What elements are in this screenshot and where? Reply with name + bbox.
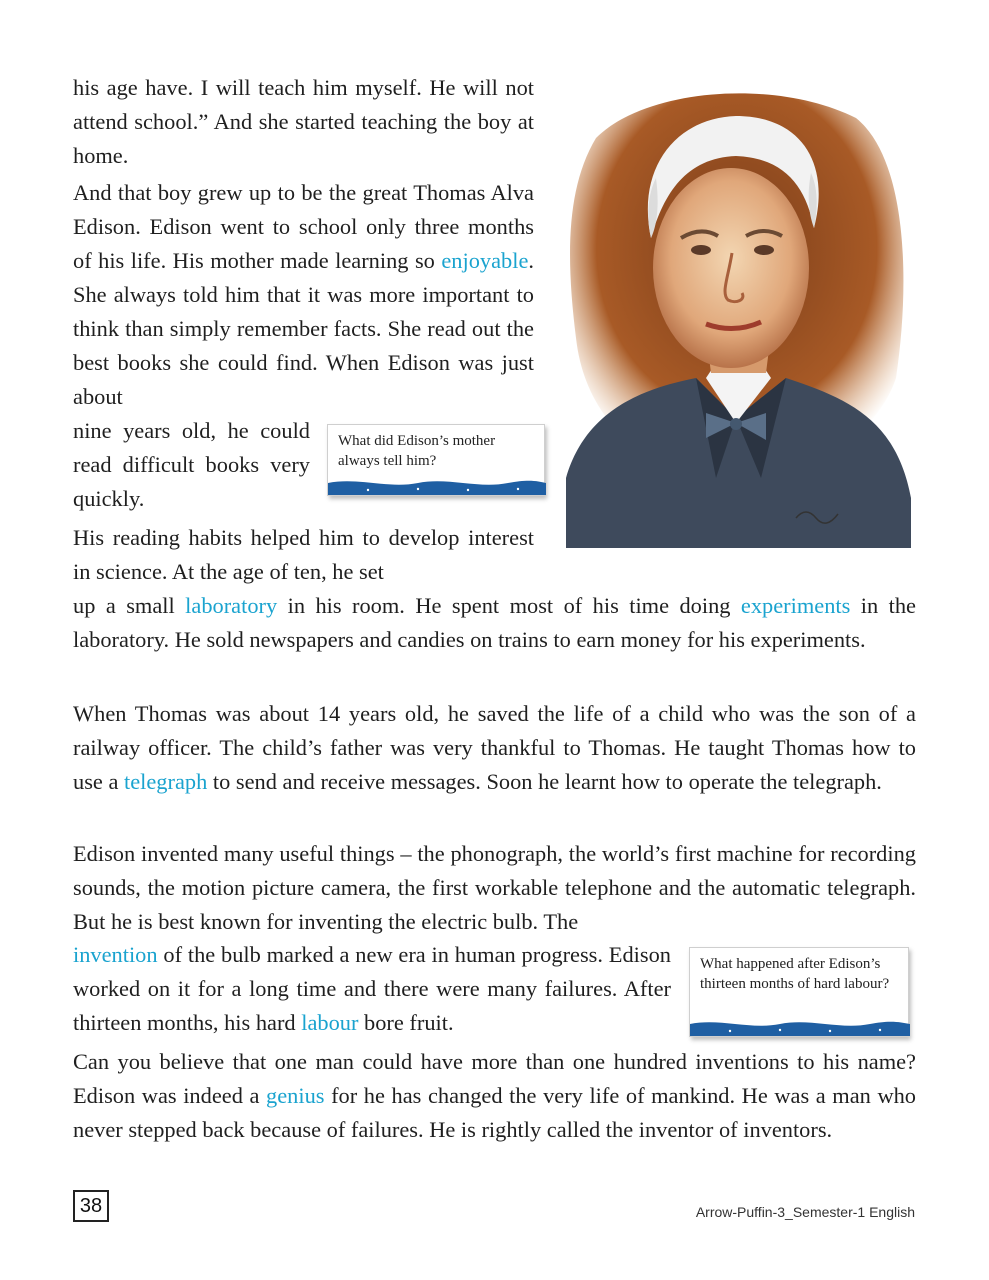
decorative-wave-band [690,1018,910,1036]
paragraph-2-text-a: And that boy grew up to be the great Thomas Alva Edison. Edison went to school only three months of his life. His mother made learning so [73,180,534,273]
paragraph-1-text: his age have. I will teach him myself. He will not attend school.” And she started teaching the boy at home. [73,75,534,168]
keyword-experiments: experiments [740,593,851,618]
edison-portrait-illustration [556,78,918,548]
paragraph-3-text-a: His reading habits helped him to develop interest in science. At the age of ten, he set [73,525,534,584]
keyword-telegraph: telegraph [123,769,208,794]
page-number: 38 [73,1190,109,1222]
paragraph-4-text-a: When Thomas was about 14 years old, he saved the life of a child who was the son of a railway officer. The child’s father was very thankful to Thomas. He taught Thomas how to use a [73,701,916,794]
paragraph-2-text-c: nine years old, he could read difficult books very quickly. [73,418,310,511]
paragraph-5-text-a: Edison invented many useful things – the phonograph, the world’s first machine for recording sounds, the motion picture camera, the first workable telephone and the automatic telegraph. But he is best known for inventing the electric bulb. The [73,841,916,934]
keyword-enjoyable: enjoyable [441,248,529,273]
paragraph-3-continued [73,589,916,657]
question-2-text: What happened after Edison’s thirteen months of hard labour? [700,956,890,992]
decorative-wave-band [328,477,546,495]
paragraph-3-text-b1: up a small [73,593,186,618]
paragraph-3 [73,521,534,589]
paragraph-6-text-b: for he has changed the very life of mankind. He was a man who never stepped back because of failures. He is rightly called the inventor of inventors. [73,1083,917,1142]
paragraph-5 [73,837,916,939]
book-title-footer: Arrow-Puffin-3_Semester-1 English [695,1204,915,1220]
paragraph-5-text-c: bore fruit. [358,1010,454,1035]
paragraph-4-text-b: to send and receive messages. Soon he learnt how to operate the telegraph. [207,769,882,794]
paragraph-1 [73,71,534,173]
paragraph-5-text-b: of the bulb marked a new era in human progress. Edison worked on it for a long time and there were many failures. After thirteen months, his hard [73,942,671,1035]
paragraph-2-text-b: . She always told him that it was more important to think than simply remember facts. She read out the best books she could find. When Edison was just about [73,248,534,409]
keyword-genius: genius [266,1083,325,1108]
paragraph-4 [73,697,916,799]
question-box-2 [689,947,909,1037]
paragraph-3-text-b3: in the laboratory. He sold newspapers and candies on trains to earn money for his experiments. [73,593,916,652]
keyword-laboratory: laboratory [185,593,278,618]
question-1-text: What did Edison’s mother always tell him? [338,433,496,469]
paragraph-6-text-a: Can you believe that one man could have more than one hundred inventions to his name? Edison was indeed a [73,1049,916,1108]
keyword-invention: invention [73,942,158,967]
paragraph-2-continued [73,414,310,516]
paragraph-3-text-b2: in his room. He spent most of his time doing [277,593,741,618]
paragraph-5-continued [73,938,671,1040]
question-box-1 [327,424,545,496]
keyword-labour: labour [301,1010,359,1035]
paragraph-6 [73,1045,916,1147]
paragraph-2 [73,176,534,414]
